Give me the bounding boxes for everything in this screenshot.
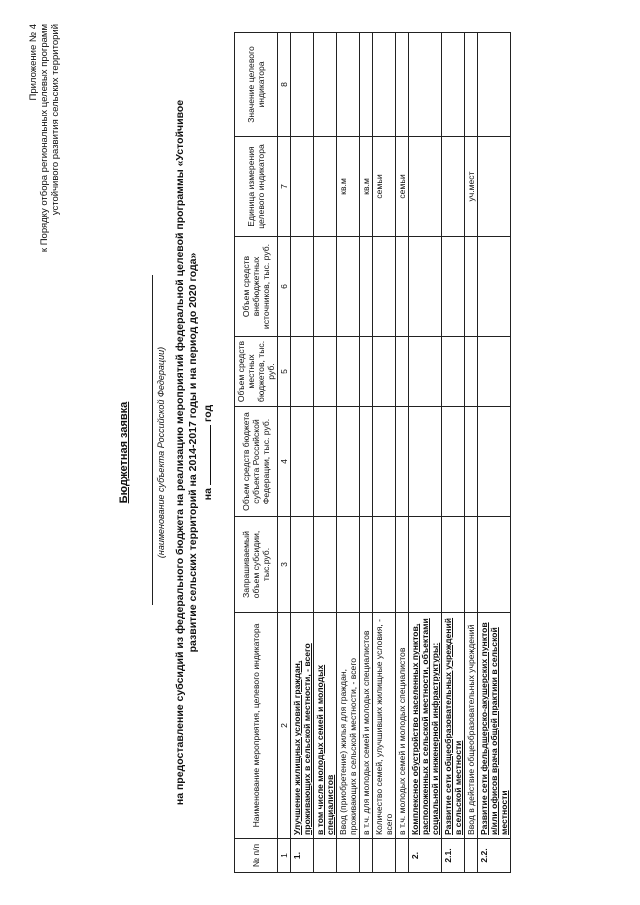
appendix-line-1: Приложение № 4 [28, 24, 39, 101]
row-number-cell: 2.1. [442, 839, 465, 873]
subsidy-cell [360, 517, 373, 613]
extrabudget-cell [442, 237, 465, 337]
indicator-value-cell [337, 33, 360, 137]
table-header-row [235, 33, 278, 873]
column-number: 5 [278, 337, 291, 407]
indicator-value-cell [478, 33, 511, 137]
year-line [202, 0, 214, 905]
extrabudget-cell [465, 237, 478, 337]
subsidy-cell [465, 517, 478, 613]
table-row [465, 33, 478, 873]
local-budget-cell [442, 337, 465, 407]
extrabudget-cell [337, 237, 360, 337]
row-number-cell [360, 839, 373, 873]
unit-cell [409, 137, 442, 237]
year-prefix: на [202, 488, 214, 501]
regional-budget-cell [373, 407, 396, 517]
extrabudget-cell [314, 237, 337, 337]
extrabudget-cell [373, 237, 396, 337]
subsidy-cell [314, 517, 337, 613]
local-budget-cell [360, 337, 373, 407]
header-cell: № п/п [235, 839, 278, 873]
budget-table [234, 32, 511, 873]
indicator-value-cell [409, 33, 442, 137]
row-number-cell [337, 839, 360, 873]
regional-budget-cell [337, 407, 360, 517]
extrabudget-cell [478, 237, 511, 337]
local-budget-cell [373, 337, 396, 407]
subsidy-cell [291, 517, 314, 613]
row-number-cell: 1. [291, 839, 314, 873]
row-name-cell: Количество семей, улучшивших жилищные условия, - всего [373, 613, 396, 839]
row-number-cell [396, 839, 409, 873]
table-row [478, 33, 511, 873]
table-row [442, 33, 465, 873]
subsidy-cell [409, 517, 442, 613]
table-body [291, 33, 511, 873]
column-number: 4 [278, 407, 291, 517]
table-row [396, 33, 409, 873]
year-suffix: год [202, 404, 214, 422]
regional-budget-cell [396, 407, 409, 517]
unit-cell [291, 137, 314, 237]
row-name-cell: Улучшение жилищных условий граждан, проживающих в сельской местности, - всего [291, 613, 314, 839]
unit-cell: кв.м [337, 137, 360, 237]
indicator-value-cell [291, 33, 314, 137]
row-name-cell: в том числе молодых семей и молодых специалистов [314, 613, 337, 839]
local-budget-cell [478, 337, 511, 407]
indicator-value-cell [442, 33, 465, 137]
column-number: 7 [278, 137, 291, 237]
appendix-line-3: устойчивого развития сельских территорий [50, 24, 61, 216]
indicator-value-cell [360, 33, 373, 137]
unit-cell: кв.м [360, 137, 373, 237]
local-budget-cell [465, 337, 478, 407]
row-number-cell: 2.2. [478, 839, 511, 873]
local-budget-cell [396, 337, 409, 407]
subsidy-cell [373, 517, 396, 613]
row-name-cell: Развитие сети общеобразовательных учреждений в сельской местности [442, 613, 465, 839]
table-row [409, 33, 442, 873]
unit-cell [478, 137, 511, 237]
document-title: Бюджетная заявка [118, 401, 130, 504]
row-number-cell: 2. [409, 839, 442, 873]
header-cell: Значение целевого индикатора [235, 33, 278, 137]
regional-budget-cell [465, 407, 478, 517]
table-row [360, 33, 373, 873]
regional-budget-cell [314, 407, 337, 517]
appendix-block [28, 24, 61, 252]
unit-cell: уч.мест [465, 137, 478, 237]
row-name-cell: Развитие сети фельдшерско-акушерских пунктов и/или офисов врача общей практики в сельской местности [478, 613, 511, 839]
table-row [337, 33, 360, 873]
subsidy-cell [478, 517, 511, 613]
row-name-cell: Ввод (приобретение) жилья для граждан, проживающих в сельской местности, - всего [337, 613, 360, 839]
indicator-value-cell [465, 33, 478, 137]
row-number-cell [373, 839, 396, 873]
extrabudget-cell [360, 237, 373, 337]
local-budget-cell [337, 337, 360, 407]
local-budget-cell [291, 337, 314, 407]
table-row [373, 33, 396, 873]
regional-budget-cell [478, 407, 511, 517]
subsidy-cell [337, 517, 360, 613]
subsidy-cell [396, 517, 409, 613]
unit-cell: семьи [396, 137, 409, 237]
header-cell: Объем средств внебюджетных источников, тыс. руб. [235, 237, 278, 337]
row-number-cell [465, 839, 478, 873]
appendix-line-2: к Порядку отбора региональных целевых программ [39, 24, 50, 253]
subject-underline [152, 275, 153, 605]
regional-budget-cell [442, 407, 465, 517]
column-number: 1 [278, 839, 291, 873]
row-name-cell: в т.ч. для молодых семей и молодых специалистов [360, 613, 373, 839]
extrabudget-cell [396, 237, 409, 337]
column-number: 6 [278, 237, 291, 337]
column-number-row [278, 33, 291, 873]
regional-budget-cell [360, 407, 373, 517]
header-cell: Запрашиваемый объем субсидии, тыс.руб. [235, 517, 278, 613]
subject-caption: (наименование субъекта Российской Федерации) [156, 346, 166, 559]
indicator-value-cell [314, 33, 337, 137]
header-cell: Объем средств бюджета субъекта Российской Федерации, тыс. руб. [235, 407, 278, 517]
table-row [314, 33, 337, 873]
extrabudget-cell [409, 237, 442, 337]
extrabudget-cell [291, 237, 314, 337]
header-cell: Наименование мероприятия, целевого индикатора [235, 613, 278, 839]
indicator-value-cell [373, 33, 396, 137]
table-row [291, 33, 314, 873]
row-name-cell: Комплексное обустройство населенных пунктов, расположенных в сельской местности, объектами социальной и инженерной инфраструктуры: [409, 613, 442, 839]
row-name-cell: Ввод в действие общеобразовательных учреждений [465, 613, 478, 839]
column-number: 2 [278, 613, 291, 839]
column-number: 3 [278, 517, 291, 613]
unit-cell [314, 137, 337, 237]
year-blank [210, 425, 211, 485]
unit-cell: семьи [373, 137, 396, 237]
subsidy-cell [442, 517, 465, 613]
column-number: 8 [278, 33, 291, 137]
header-cell: Объем средств местных бюджетов, тыс. руб. [235, 337, 278, 407]
unit-cell [442, 137, 465, 237]
header-cell: Единица измерения целевого индикатора [235, 137, 278, 237]
row-name-cell: в т.ч. молодых семей и молодых специалистов [396, 613, 409, 839]
indicator-value-cell [396, 33, 409, 137]
document-heading: на предоставление субсидий из федерального бюджета на реализацию мероприятий федеральной целевой программы «Устойчивое развитие сельских территорий на 2014-2017 годы и на период до 2020 года» [174, 99, 199, 806]
local-budget-cell [314, 337, 337, 407]
local-budget-cell [409, 337, 442, 407]
regional-budget-cell [409, 407, 442, 517]
regional-budget-cell [291, 407, 314, 517]
row-number-cell [314, 839, 337, 873]
